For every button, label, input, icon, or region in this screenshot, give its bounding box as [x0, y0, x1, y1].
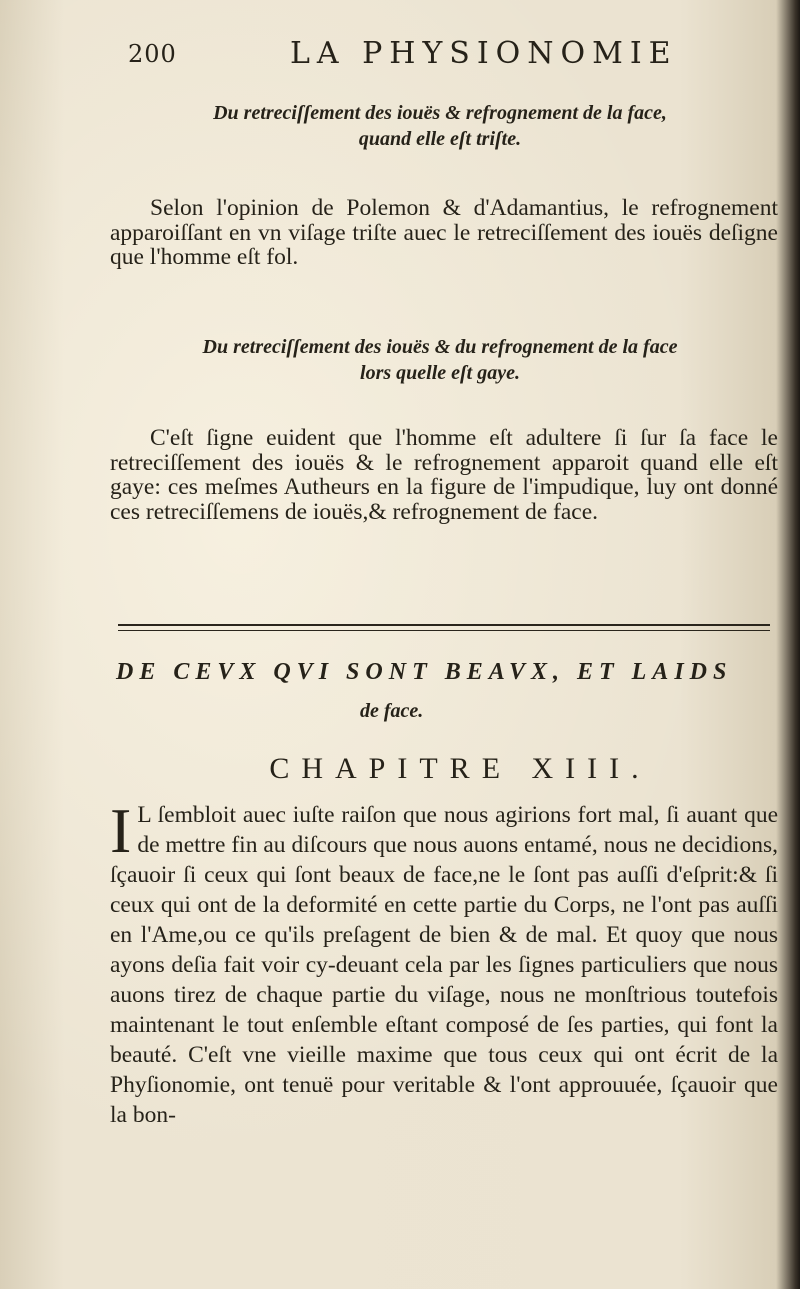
paragraph-gay-face	[110, 426, 778, 524]
page-header	[120, 36, 740, 76]
chapter-number: CHAPITRE XIII.	[269, 752, 651, 785]
paragraph-sad-face	[110, 196, 778, 270]
chapter-body-text: L ſembloit auec iuſte raiſon que nous agirions fort mal, ſi auant que de mettre fin au diſcours que nous auons entamé, nous ne decidions, ſçauoir ſi ceux qui ſont beaux de face,ne le ſont pas auſſi d'eſprit:& ſi ceux qui ont de la deformité en cette partie du Corps, ne l'ont pas auſſi en l'Ame,ou ce qu'ils preſagent de bien & de mal. Et quoy que nous ayons deſia fait voir cy-deuant cela par les ſignes particuliers que nous auons tirez de chaque partie du viſage, nous ne monſtrious toutefois maintenant le tout enſemble eſtant composé de ſes parties, qui font la beauté. C'eſt vne vieille maxime que tous ceux qui ont écrit de la Phyſionomie, ont tenuë pour veritable & l'ont approuuée, ſçauoir que la bon-	[110, 802, 778, 1128]
section-title-sad-face	[110, 100, 770, 152]
running-head: LA PHYSIONOMIE	[290, 36, 678, 71]
chapter-divider-rule	[118, 624, 770, 631]
chapter-body	[110, 795, 778, 1130]
section-title-line: lors quelle eſt gaye.	[360, 362, 520, 384]
section-title-line: Du retreciſſement des iouës & du refrognement de la face	[202, 336, 678, 358]
paragraph-text: C'eſt ſigne euident que l'homme eſt adultere ſi ſur ſa face le retreciſſement des iouës & le refrognement apparoit quand elle eſt gaye: ces meſmes Autheurs en la figure de l'impudique, luy ont donné ces retreciſſemens de iouës,& refrognement de face.	[110, 425, 778, 525]
chapter-heading-continuation: de face.	[360, 700, 424, 722]
chapter-heading: DE CEVX QVI SONT BEAVX, ET LAIDS	[116, 659, 733, 685]
section-title-line: quand elle eſt triſte.	[358, 128, 522, 150]
paragraph-text: Selon l'opinion de Polemon & d'Adamantius, le refrognement apparoiſſant en vn viſage triſte auec le retreciſſement des iouës deſigne que l'homme eſt fol.	[110, 195, 778, 270]
drop-cap: I	[110, 795, 132, 866]
page-number: 200	[128, 40, 177, 68]
section-title-gay-face	[110, 334, 770, 386]
section-title-line: Du retreciſſement des iouës & refrognement de la face,	[213, 102, 667, 124]
